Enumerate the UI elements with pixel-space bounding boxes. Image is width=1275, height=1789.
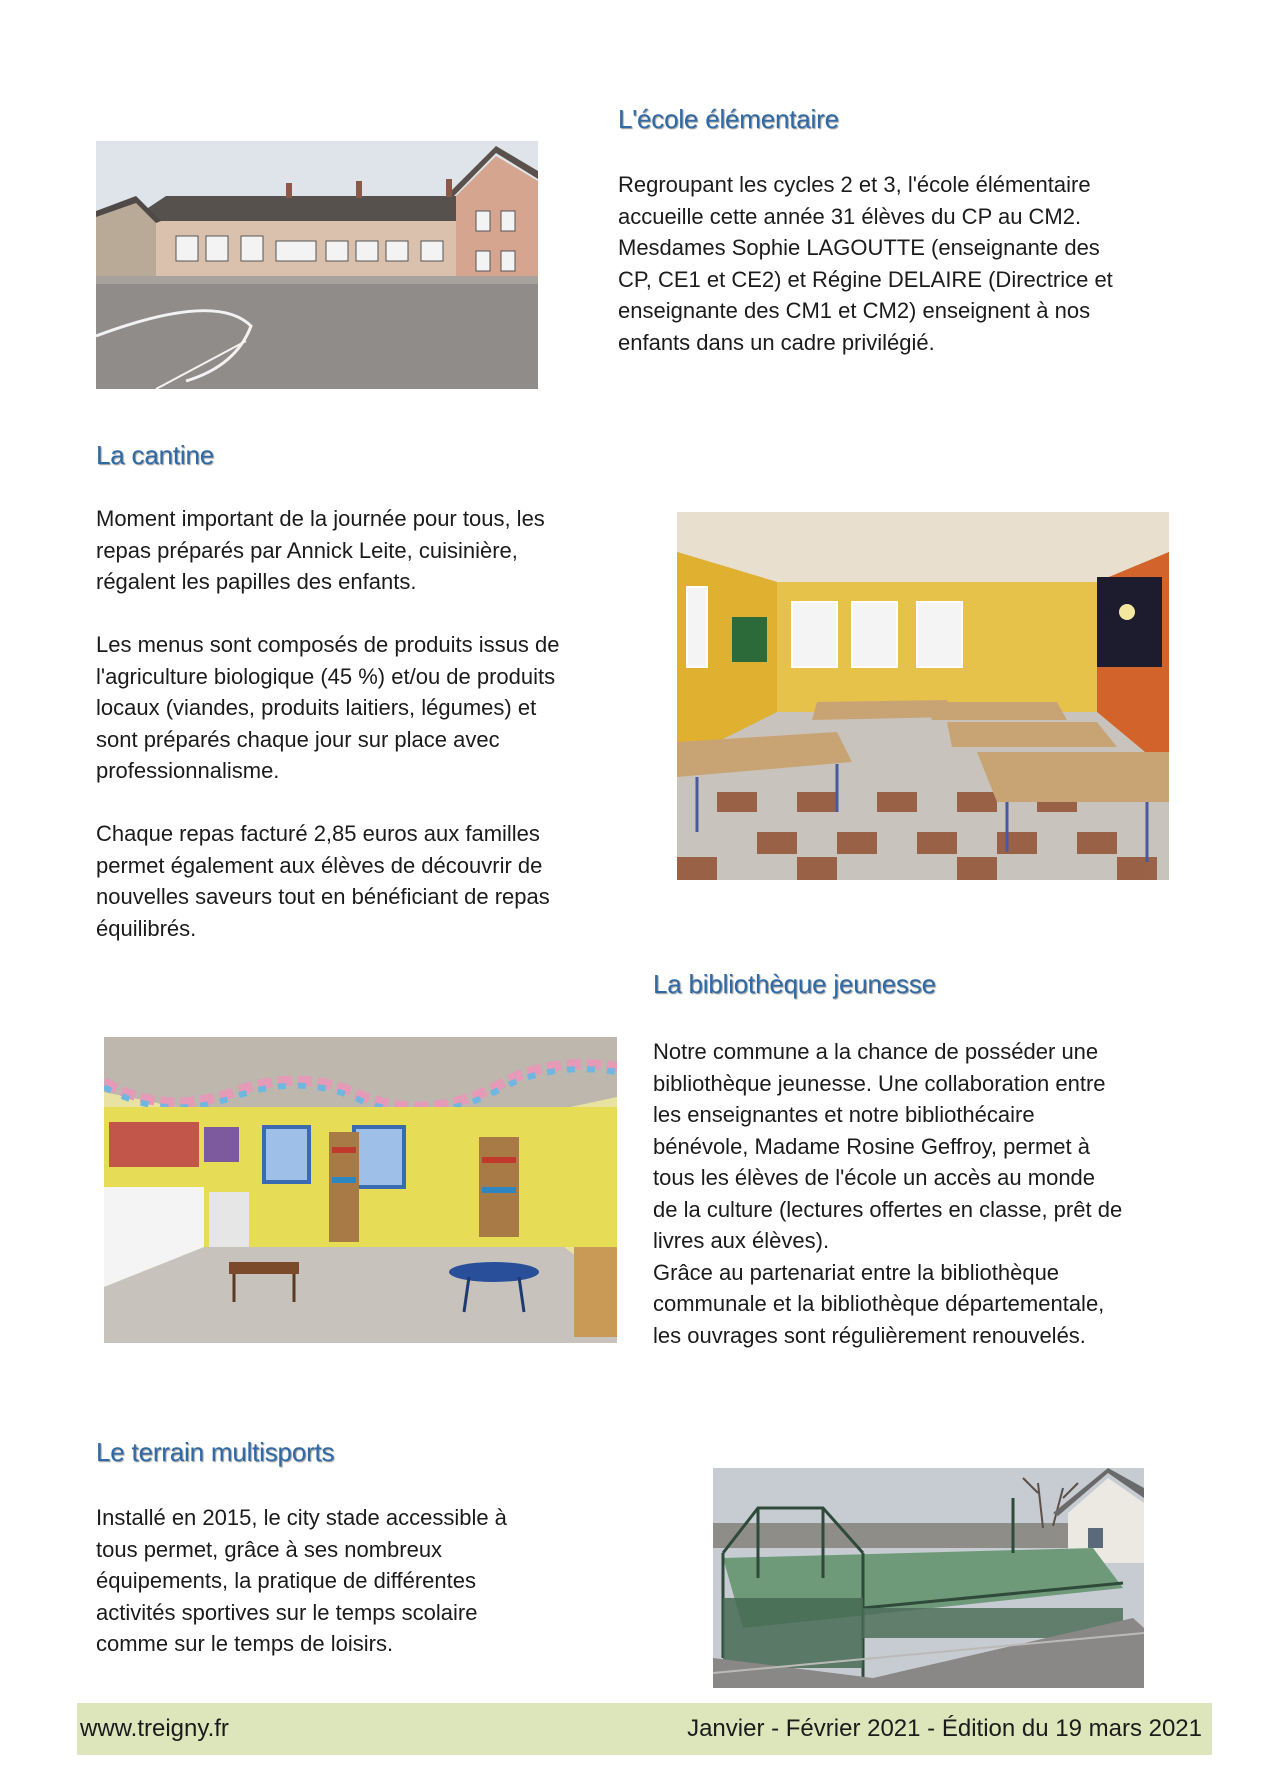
school-building-photo <box>96 141 538 389</box>
section-title-terrain: Le terrain multisports <box>96 1437 335 1467</box>
footer-band <box>77 1703 1212 1755</box>
section-title-cantine: La cantine <box>96 440 214 470</box>
section-title-ecole: L'école élémentaire <box>618 104 839 134</box>
section-text-terrain <box>96 1502 636 1660</box>
multisport-field-photo <box>713 1468 1144 1688</box>
paragraph: Installé en 2015, le city stade accessible à tous permet, grâce à ses nombreux équipements, la pratique de différentes activités sportives sur le temps scolaire comme sur le temps de loisirs. <box>96 1505 507 1656</box>
section-title-bibliotheque: La bibliothèque jeunesse <box>653 969 936 999</box>
footer-edition: Janvier - Février 2021 - Édition du 19 mars 2021 <box>687 1715 1202 1742</box>
paragraph: Les menus sont composés de produits issus de l'agriculture biologique (45 %) et/ou de produits locaux (viandes, produits laitiers, légumes) et sont préparés chaque jour sur place avec professionnalisme. <box>96 632 560 783</box>
section-text-cantine <box>96 503 656 944</box>
paragraph: Regroupant les cycles 2 et 3, l'école élémentaire accueille cette année 31 élèves du CP au CM2. Mesdames Sophie LAGOUTTE (enseignante des CP, CE1 et CE2) et Régine DELAIRE (Directrice et enseignante des CM1 et CM2) enseignent à nos enfants dans un cadre privilégié. <box>618 172 1113 355</box>
section-text-ecole <box>618 169 1218 358</box>
section-text-bibliotheque <box>653 1036 1233 1351</box>
cantine-room-photo <box>677 512 1169 880</box>
footer-site-link[interactable]: www.treigny.fr <box>80 1715 229 1742</box>
library-room-photo <box>104 1037 617 1343</box>
paragraph: Notre commune a la chance de posséder une bibliothèque jeunesse. Une collaboration entre les enseignantes et notre bibliothécaire bénévole, Madame Rosine Geffroy, permet à tous les élèves de l'école un accès au monde de la culture (lectures offertes en classe, prêt de livres aux élèves). Grâce au partenariat entre la bibliothèque communale et la bibliothèque départementale, les ouvrages sont régulièrement renouvelés. <box>653 1039 1123 1348</box>
paragraph: Moment important de la journée pour tous, les repas préparés par Annick Leite, cuisinière, régalent les papilles des enfants. <box>96 506 545 594</box>
paragraph: Chaque repas facturé 2,85 euros aux familles permet également aux élèves de découvrir de nouvelles saveurs tout en bénéficiant de repas équilibrés. <box>96 821 550 941</box>
